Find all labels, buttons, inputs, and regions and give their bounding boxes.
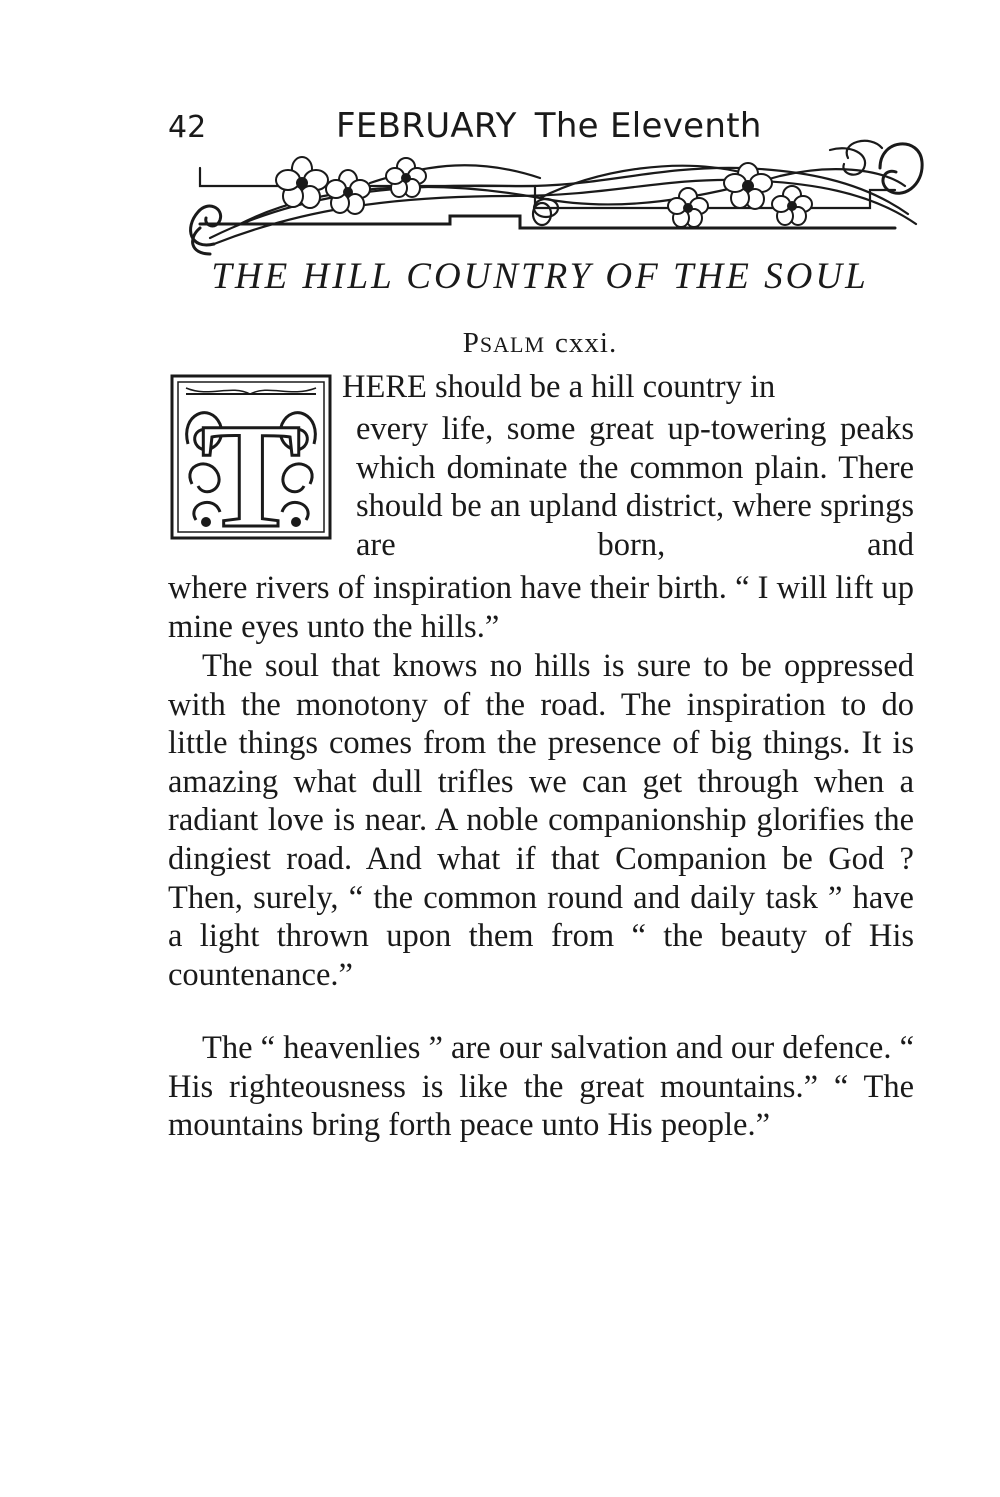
chapter-title: THE HILL COUNTRY OF THE SOUL xyxy=(211,256,869,297)
floral-header-ornament xyxy=(180,128,925,258)
paragraph-3: The “ heavenlies ” are our salvation and our defence. “ His righteousness is like the great mountains.” “ The mountains bring forth peace unto His people.” xyxy=(168,1030,914,1144)
reference-chapter: cxxi. xyxy=(555,327,618,359)
scripture-reference xyxy=(170,323,910,365)
opening-paragraph-continued: where rivers of inspiration have their birth. “ I will lift up mine eyes unto the hills.” xyxy=(168,570,914,645)
opening-line: HERE should be a hill country in xyxy=(342,369,776,405)
page-number: 42 xyxy=(168,110,207,145)
paragraph-2: The soul that knows no hills is sure to be oppressed with the monotony of the road. The inspiration to do little things comes from the presence of big things. It is amazing what dull trifles we can get through when a radiant love is near. A noble companionship glorifies the dingiest road. And what if that Companion be God ? Then, surely, “ the common round and daily task ” have a light thrown upon them from “ the beauty of His countenance.” xyxy=(168,648,914,993)
opening-paragraph-indented: every life, some great up-towering peaks which dominate the common plain. There should be an upland district, where springs are born, and xyxy=(356,411,914,563)
running-head-month: FEBRUARY xyxy=(336,106,517,146)
drop-cap-letter: T xyxy=(200,393,302,540)
reference-small-caps: SALM xyxy=(479,332,546,357)
illuminated-drop-cap xyxy=(170,374,332,540)
running-head-day: The Eleventh xyxy=(534,106,762,146)
reference-initial: P xyxy=(462,327,480,359)
